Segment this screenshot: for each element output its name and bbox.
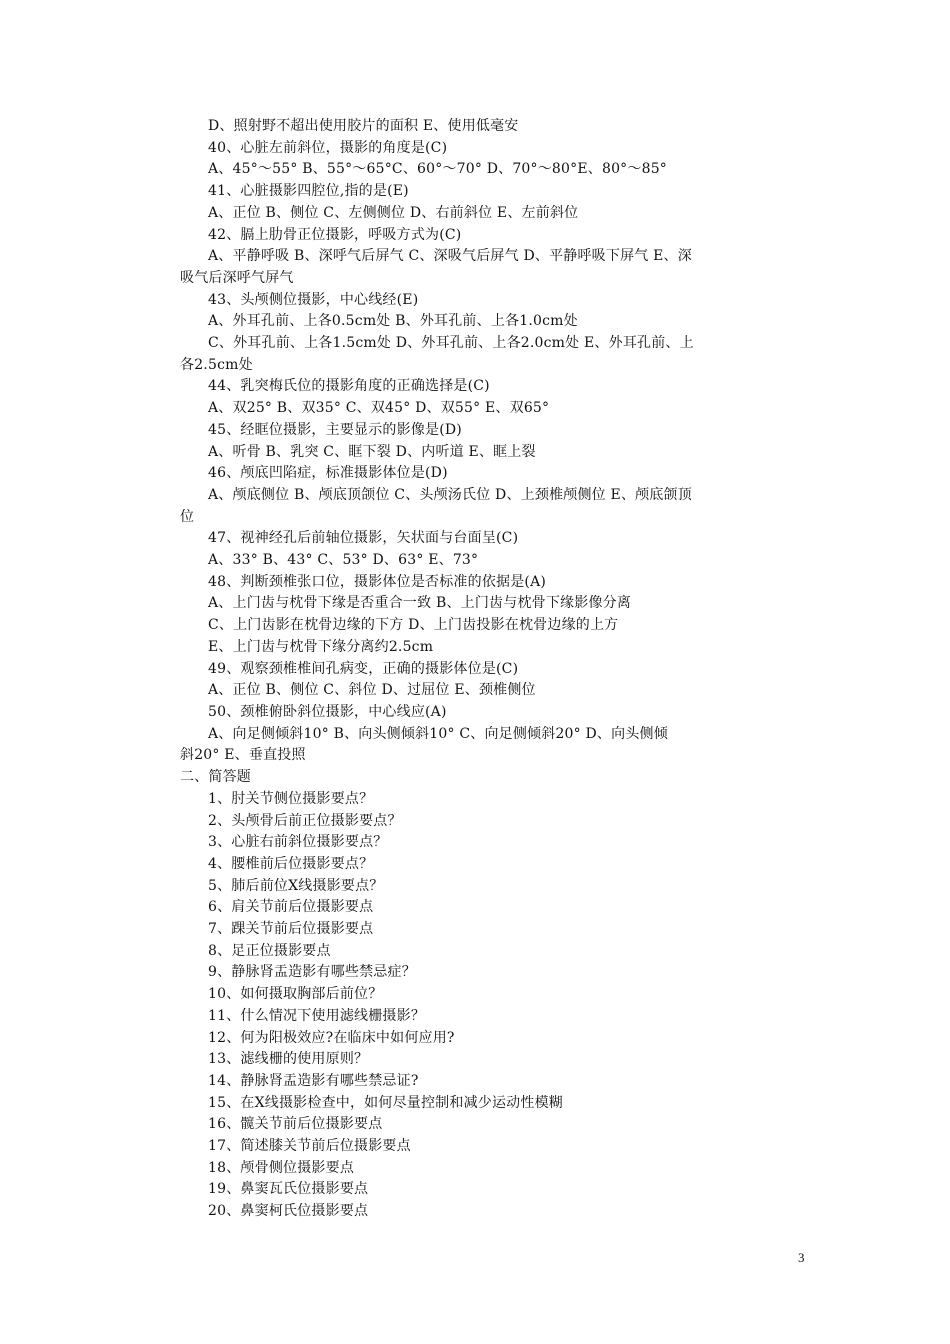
- text-line: C、上门齿影在枕骨边缘的下方 D、上门齿投影在枕骨边缘的上方: [208, 617, 619, 634]
- text-line: 19、鼻窦瓦氏位摄影要点: [208, 1181, 369, 1198]
- text-line: 吸气后深呼气屏气: [180, 269, 294, 286]
- text-line: 49、观察颈椎椎间孔病变，正确的摄影体位是(C): [208, 660, 519, 677]
- text-line: 20、鼻窦柯氏位摄影要点: [208, 1203, 369, 1220]
- text-line: A、双25° B、双35° C、双45° D、双55° E、双65°: [208, 400, 550, 417]
- text-line: 40、心脏左前斜位，摄影的角度是(C): [208, 139, 448, 156]
- text-line: 42、膈上肋骨正位摄影，呼吸方式为(C): [208, 226, 462, 243]
- text-line: 6、肩关节前后位摄影要点: [208, 899, 374, 916]
- text-line: 47、视神经孔后前轴位摄影，矢状面与台面呈(C): [208, 530, 519, 547]
- text-line: A、听骨 B、乳突 C、眶下裂 D、内听道 E、眶上裂: [208, 443, 536, 460]
- text-line: A、正位 B、侧位 C、斜位 D、过屈位 E、颈椎侧位: [208, 682, 536, 699]
- text-line: 斜20° E、垂直投照: [180, 747, 306, 764]
- text-line: A、正位 B、侧位 C、左侧侧位 D、右前斜位 E、左前斜位: [208, 204, 579, 221]
- text-line: 4、腰椎前后位摄影要点？: [208, 855, 374, 872]
- text-line: 5、肺后前位X线摄影要点？: [208, 877, 384, 894]
- text-line: 14、静脉肾盂造影有哪些禁忌证?: [208, 1072, 419, 1089]
- text-line: E、上门齿与枕骨下缘分离约2.5cm: [208, 638, 434, 655]
- text-line: 10、如何摄取胸部后前位？: [208, 986, 383, 1003]
- text-line: 41、心脏摄影四腔位,指的是(E): [208, 183, 409, 200]
- text-line: A、45°～55° B、55°～65°C、60°～70° D、70°～80°E、80°～85°: [208, 161, 667, 178]
- text-line: 12、何为阳极效应?在临床中如何应用?: [208, 1029, 455, 1046]
- text-line: 2、头颅骨后前正位摄影要点？: [208, 812, 402, 829]
- text-line: 9、静脉肾盂造影有哪些禁忌症？: [208, 964, 416, 981]
- text-line: A、33° B、43° C、53° D、63° E、73°: [208, 552, 479, 569]
- text-line: A、向足侧倾斜10° B、向头侧倾斜10° C、向足侧倾斜20° D、向头侧倾: [208, 725, 668, 742]
- document-body: [180, 116, 776, 1223]
- text-line: C、外耳孔前、上各1.5cm处 D、外耳孔前、上各2.0cm处 E、外耳孔前、上: [208, 335, 694, 352]
- text-line: 位: [180, 508, 195, 525]
- text-line: 11、什么情况下使用滤线栅摄影？: [208, 1007, 426, 1024]
- text-line: 45、经眶位摄影，主要显示的影像是(D): [208, 421, 462, 438]
- text-line: D、照射野不超出使用胶片的面积 E、使用低毫安: [208, 118, 519, 134]
- text-line: A、颅底侧位 B、颅底顶颌位 C、头颅汤氏位 D、上颈椎颅侧位 E、颅底颌顶: [208, 486, 692, 503]
- text-line: 8、足正位摄影要点: [208, 942, 331, 959]
- text-line: 各2.5cm处: [180, 356, 253, 373]
- text-line: 17、简述膝关节前后位摄影要点: [208, 1138, 411, 1155]
- text-line: 二、简答题: [180, 769, 251, 786]
- text-line: 44、乳突梅氏位的摄影角度的正确选择是(C): [208, 378, 490, 395]
- text-line: 7、踝关节前后位摄影要点: [208, 921, 374, 938]
- text-line: 16、髋关节前后位摄影要点: [208, 1116, 383, 1133]
- text-line: A、上门齿与枕骨下缘是否重合一致 B、上门齿与枕骨下缘影像分离: [208, 595, 632, 612]
- text-line: 15、在X线摄影检查中，如何尽量控制和减少运动性模糊: [208, 1094, 563, 1111]
- text-line: 48、判断颈椎张口位，摄影体位是否标准的依据是(A): [208, 573, 547, 590]
- text-line: 46、颅底凹陷症，标准摄影体位是(D): [208, 465, 448, 482]
- text-line: 43、头颅侧位摄影，中心线经(E): [208, 291, 419, 308]
- text-line: A、平静呼吸 B、深呼气后屏气 C、深吸气后屏气 D、平静呼吸下屏气 E、深: [208, 248, 692, 265]
- text-line: 50、颈椎俯卧斜位摄影，中心线应(A): [208, 703, 447, 720]
- text-line: 18、颅骨侧位摄影要点: [208, 1159, 355, 1176]
- text-line: A、外耳孔前、上各0.5cm处 B、外耳孔前、上各1.0cm处: [208, 313, 578, 330]
- text-line: 1、肘关节侧位摄影要点？: [208, 790, 374, 807]
- text-line: 3、心脏右前斜位摄影要点？: [208, 834, 388, 851]
- text-line: 13、滤线栅的使用原则？: [208, 1051, 369, 1068]
- page-number: 3: [798, 1250, 805, 1265]
